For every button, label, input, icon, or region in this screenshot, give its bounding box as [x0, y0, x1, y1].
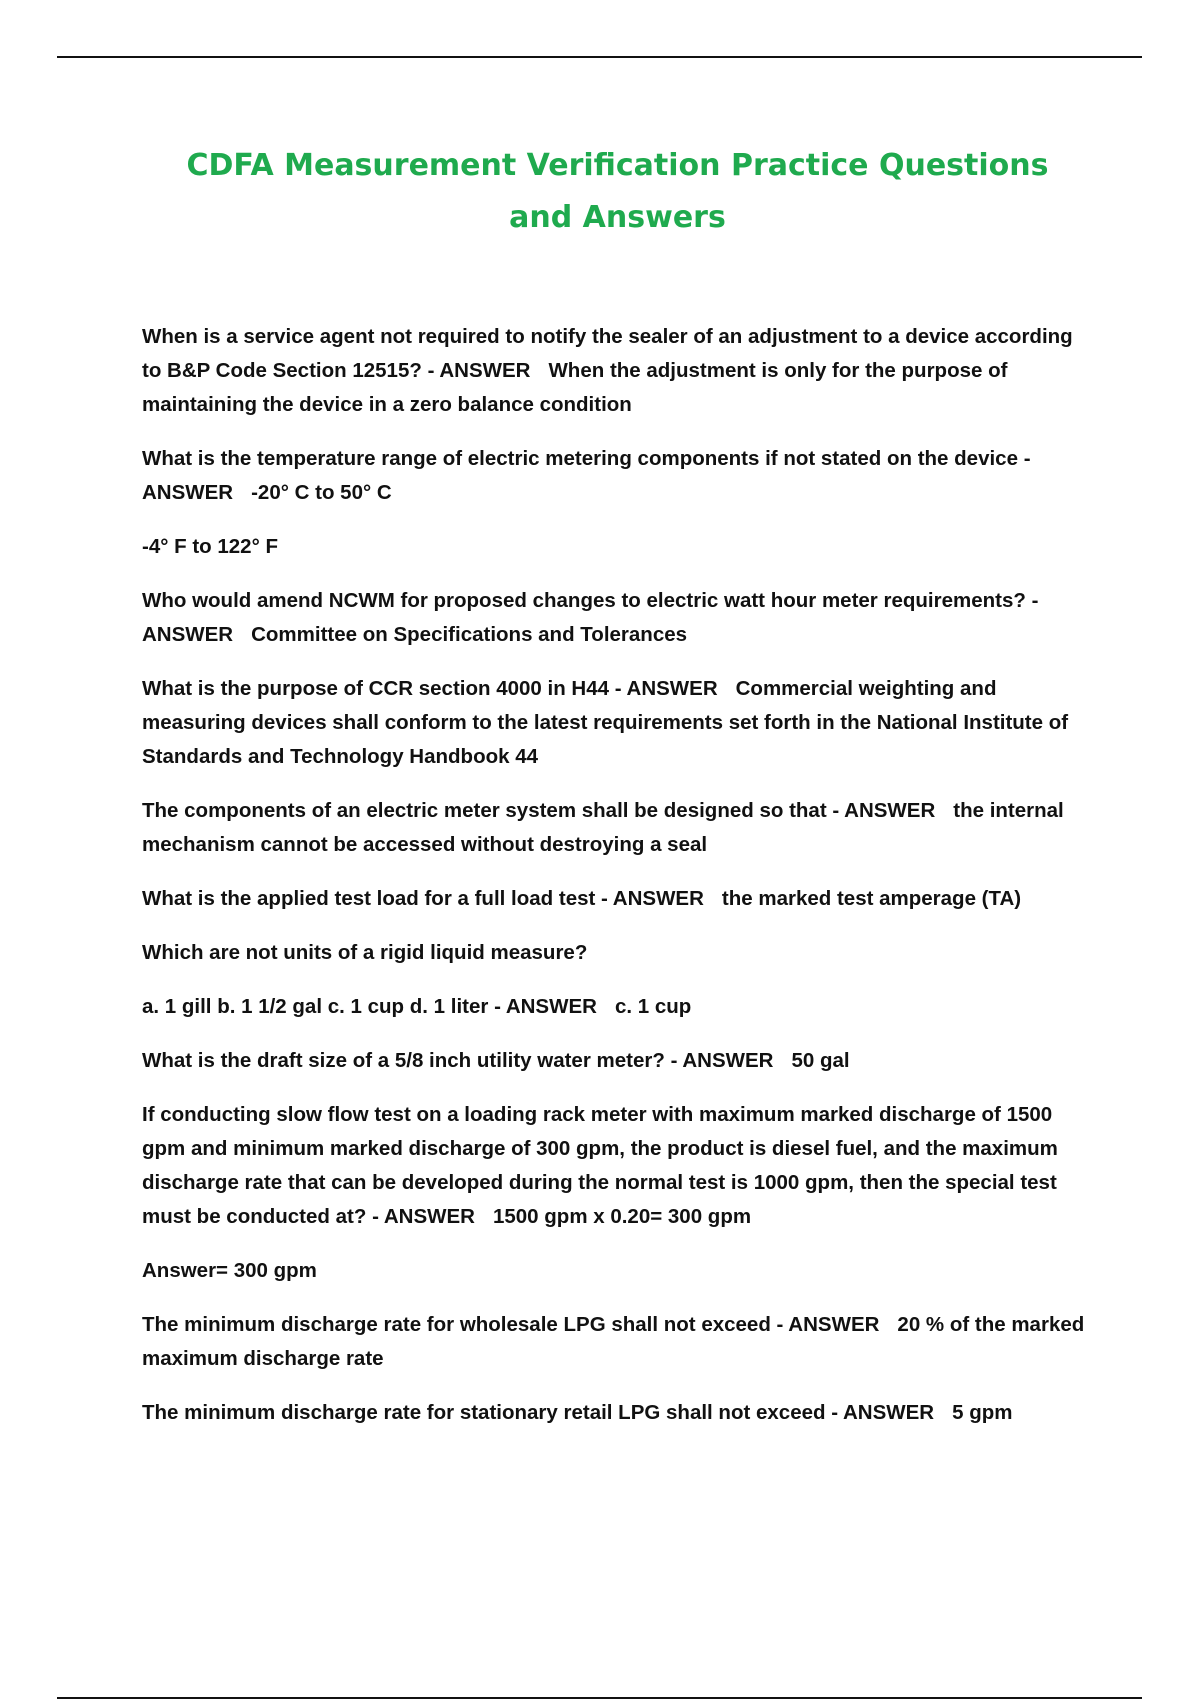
- question-text: What is the temperature range of electric metering components if not stated on the device: [142, 447, 1018, 470]
- answer-text: -20° C to 50° C: [251, 481, 392, 504]
- answer-marker: - ANSWER: [832, 799, 936, 822]
- bottom-rule: [57, 1697, 1142, 1699]
- answer-text: When the adjustment is only for the purpose of maintaining the device in a zero balance condition: [142, 359, 1008, 416]
- answer-text: 5 gpm: [952, 1401, 1013, 1424]
- question-text: What is the applied test load for a full load test: [142, 887, 596, 910]
- question-text: Who would amend NCWM for proposed changes to electric watt hour meter requirements?: [142, 589, 1026, 612]
- qa-paragraph: [142, 882, 1092, 916]
- answer-text: 50 gal: [791, 1049, 850, 1072]
- answer-marker: - ANSWER: [670, 1049, 774, 1072]
- answer-marker: - ANSWER: [831, 1401, 935, 1424]
- qa-paragraph: [142, 1396, 1092, 1430]
- question-text: a. 1 gill b. 1 1/2 gal c. 1 cup d. 1 liter: [142, 995, 489, 1018]
- answer-text: the internal mechanism cannot be accessed without destroying a seal: [142, 799, 1064, 856]
- top-rule: [57, 56, 1142, 58]
- qa-paragraph: [142, 990, 1092, 1024]
- qa-paragraph: [142, 442, 1092, 510]
- question-text: When is a service agent not required to notify the sealer of an adjustment to a device according to B&P Code Section 12515?: [142, 325, 1073, 382]
- title-line-1: CDFA Measurement Verification Practice Questions: [186, 148, 1049, 183]
- answer-text: 1500 gpm x 0.20= 300 gpm: [492, 1205, 752, 1228]
- question-text: If conducting slow flow test on a loading rack meter with maximum marked discharge of 1500 gpm and minimum marked discharge of 300 gpm, the product is diesel fuel, and the maximum discharge rate that can be developed during the normal test is 1000 gpm, then the special test must be conducted at?: [142, 1103, 1058, 1228]
- question-text: The minimum discharge rate for stationary retail LPG shall not exceed: [142, 1401, 826, 1424]
- answer-marker: - ANSWER: [776, 1313, 880, 1336]
- qa-content: [142, 320, 1092, 1450]
- qa-paragraph: [142, 1044, 1092, 1078]
- page-title: [120, 140, 1115, 244]
- qa-paragraph: [142, 584, 1092, 652]
- answer-marker: - ANSWER: [614, 677, 718, 700]
- qa-paragraph: [142, 672, 1092, 774]
- qa-paragraph: [142, 1098, 1092, 1234]
- answer-text: c. 1 cup: [614, 995, 692, 1018]
- qa-paragraph: [142, 794, 1092, 862]
- answer-text: 20 % of the marked maximum discharge rate: [142, 1313, 1085, 1370]
- question-text: The minimum discharge rate for wholesale LPG shall not exceed: [142, 1313, 771, 1336]
- answer-marker: - ANSWER: [427, 359, 531, 382]
- text-paragraph: Which are not units of a rigid liquid measure?: [142, 941, 588, 964]
- answer-text: the marked test amperage (TA): [721, 887, 1022, 910]
- answer-marker: - ANSWER: [142, 447, 1031, 504]
- qa-paragraph: [142, 320, 1092, 422]
- answer-marker: - ANSWER: [142, 589, 1039, 646]
- text-paragraph: Answer= 300 gpm: [142, 1259, 317, 1282]
- question-text: The components of an electric meter system shall be designed so that: [142, 799, 827, 822]
- text-paragraph: -4° F to 122° F: [142, 535, 279, 558]
- qa-paragraph: [142, 1308, 1092, 1376]
- answer-text: Committee on Specifications and Tolerances: [251, 623, 688, 646]
- answer-text: Commercial weighting and measuring devices shall conform to the latest requirements set forth in the National Institute of Standards and Technology Handbook 44: [142, 677, 1069, 768]
- answer-marker: - ANSWER: [601, 887, 704, 910]
- answer-marker: - ANSWER: [494, 995, 597, 1018]
- title-line-2: and Answers: [509, 200, 726, 235]
- answer-marker: - ANSWER: [372, 1205, 475, 1228]
- question-text: What is the purpose of CCR section 4000 in H44: [142, 677, 610, 700]
- question-text: What is the draft size of a 5/8 inch utility water meter?: [142, 1049, 665, 1072]
